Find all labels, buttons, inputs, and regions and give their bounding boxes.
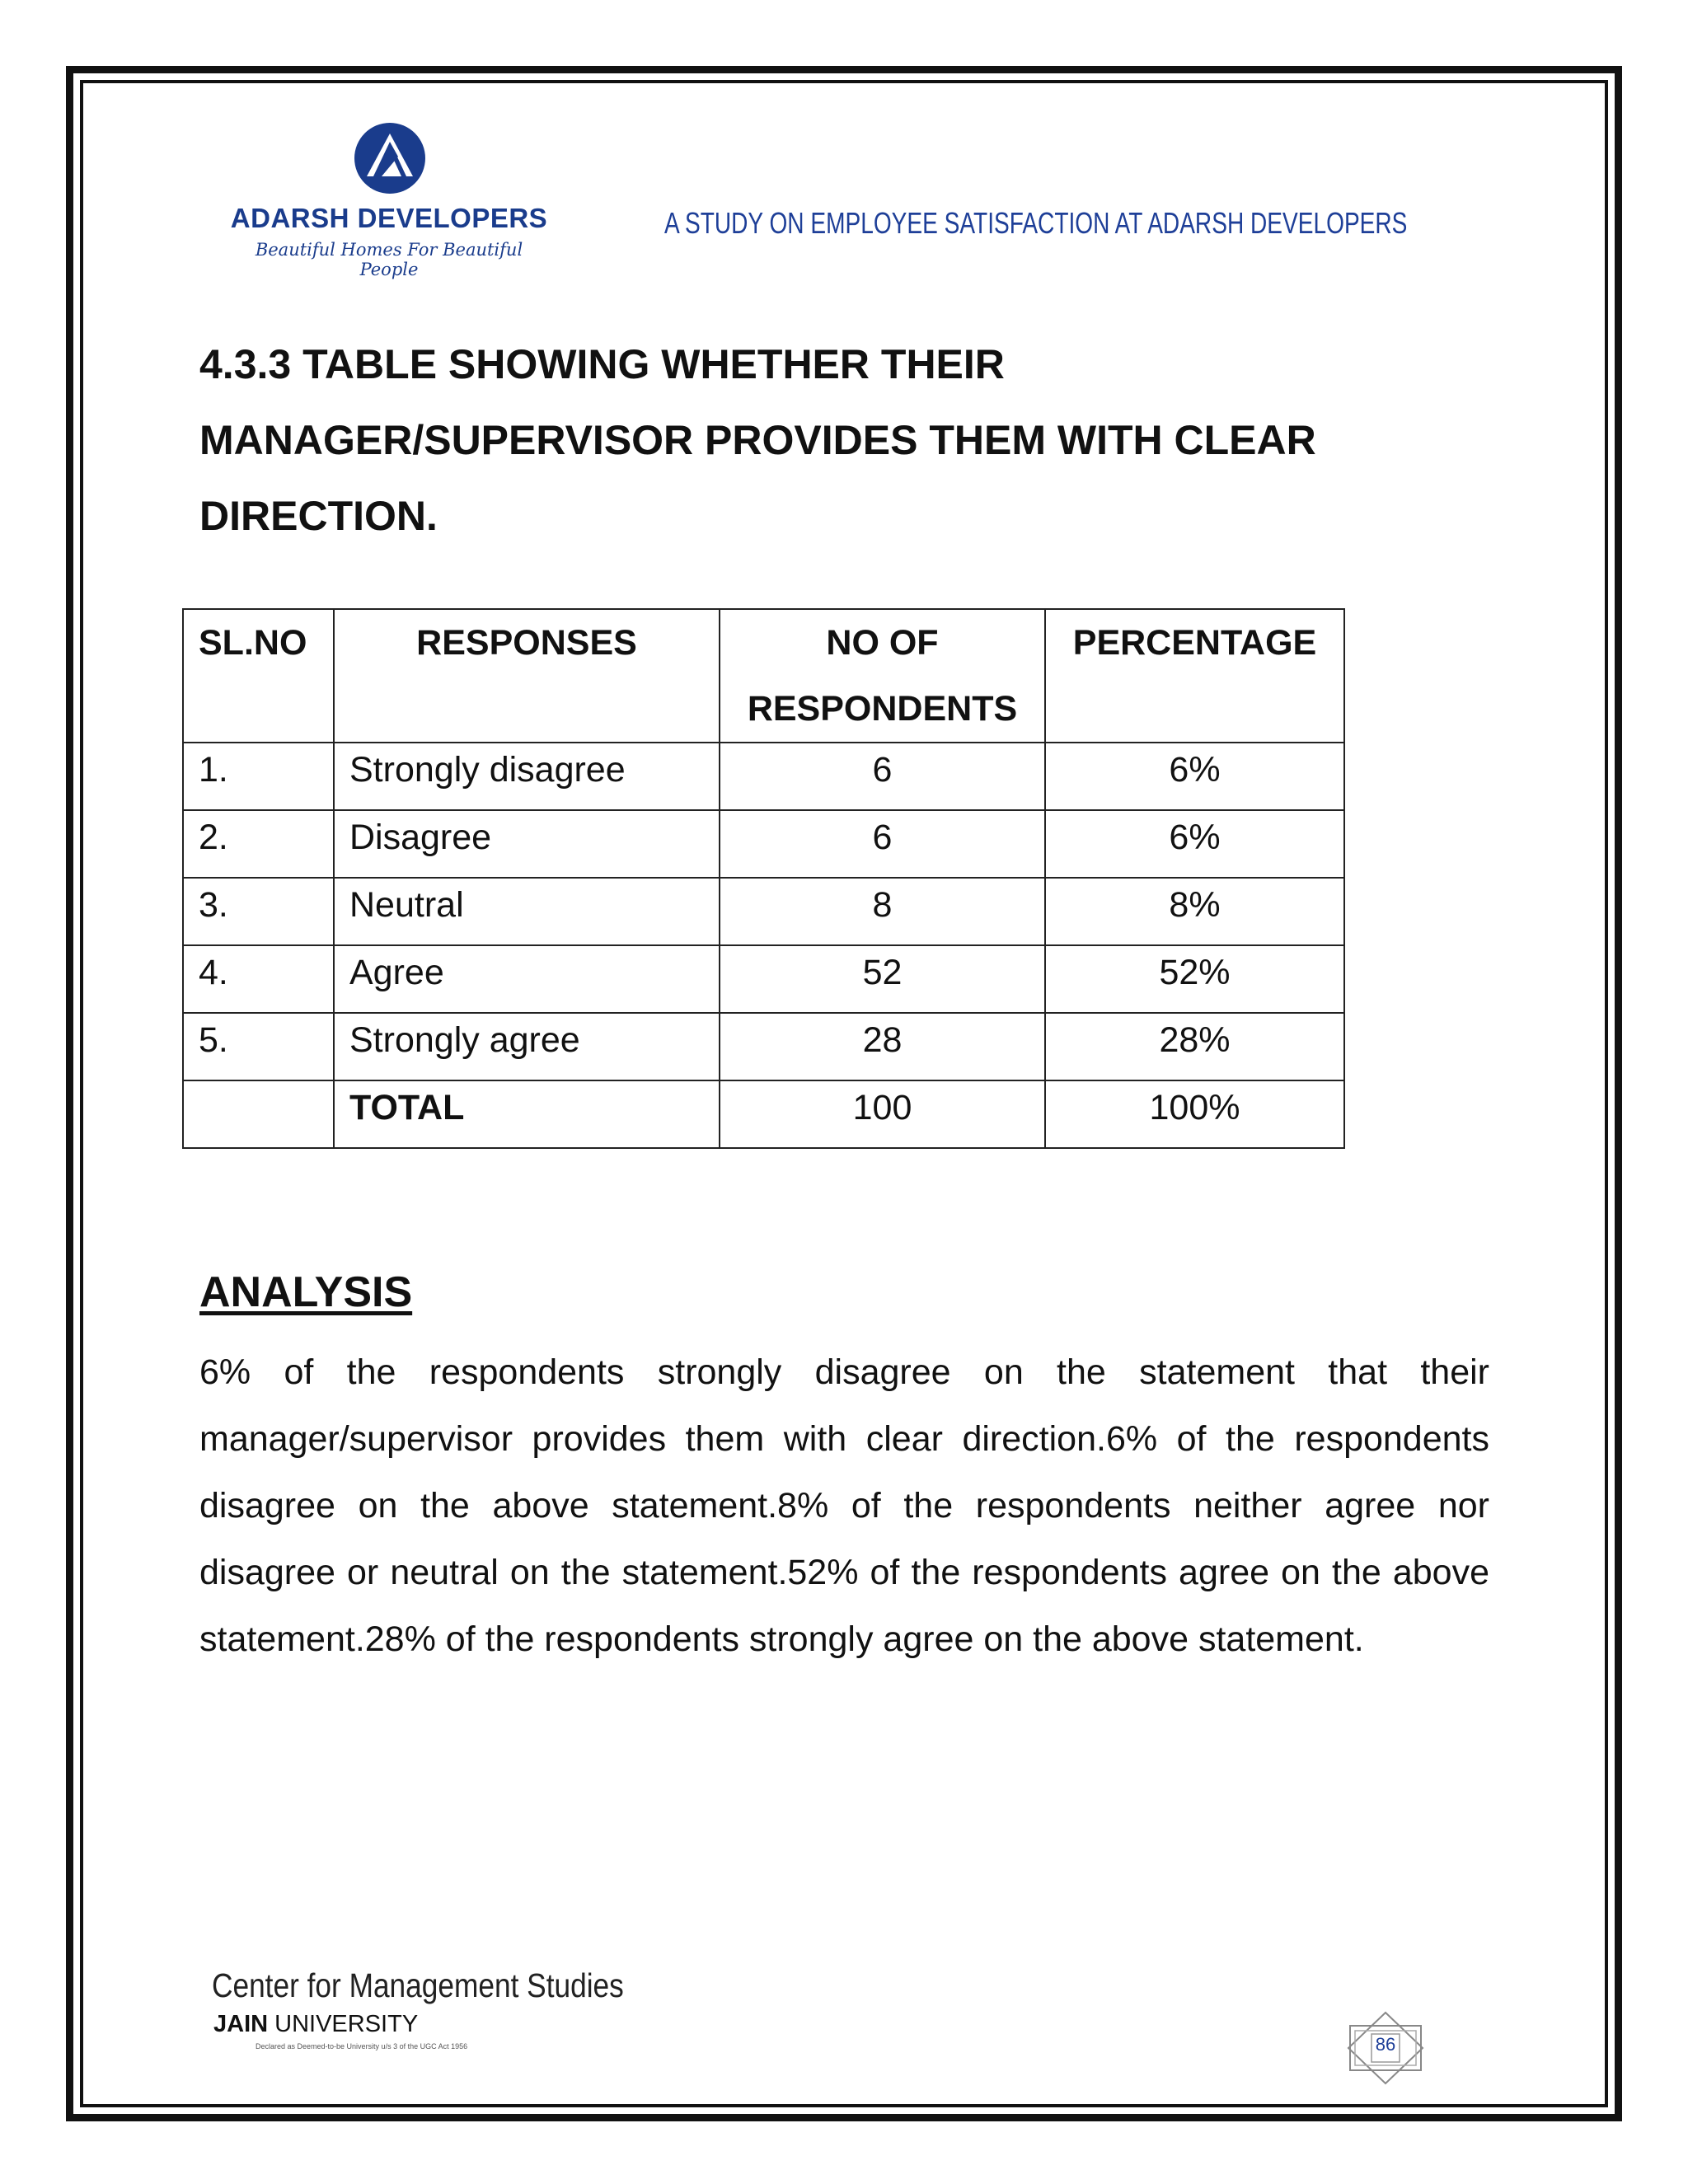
cell-count: 28 xyxy=(720,1013,1045,1080)
header-respondents-line1: NO OF xyxy=(826,623,939,663)
analysis-title: ANALYSIS xyxy=(199,1268,413,1316)
cell-total-count: 100 xyxy=(720,1080,1045,1148)
cell-response: Neutral xyxy=(334,878,720,945)
page-number: 86 xyxy=(1375,2034,1396,2055)
cell-response: Strongly agree xyxy=(334,1013,720,1080)
cell-response: Strongly disagree xyxy=(334,743,720,810)
cell-total-label: TOTAL xyxy=(334,1080,720,1148)
cell-count: 6 xyxy=(720,810,1045,878)
responses-table xyxy=(182,608,1345,1149)
cell-total-percent: 100% xyxy=(1045,1080,1344,1148)
footer-university xyxy=(213,2011,418,2038)
table-header-row xyxy=(183,609,1344,743)
cell-slno-empty xyxy=(183,1080,334,1148)
company-name: ADARSH DEVELOPERS xyxy=(230,203,548,233)
cell-slno: 5. xyxy=(183,1013,334,1080)
cell-percent: 6% xyxy=(1045,810,1344,878)
cell-slno: 1. xyxy=(183,743,334,810)
header-respondents-line2: RESPONDENTS xyxy=(747,689,1018,729)
section-heading: 4.3.3 TABLE SHOWING WHETHER THEIR MANAGER/SUPERVISOR PROVIDES THEM WITH CLEAR DIRECTION. xyxy=(199,341,1316,539)
cell-response: Agree xyxy=(334,945,720,1013)
cell-percent: 28% xyxy=(1045,1013,1344,1080)
footer-university-rest: UNIVERSITY xyxy=(268,2011,419,2037)
adarsh-logo-icon xyxy=(354,122,426,194)
company-tagline: Beautiful Homes For Beautiful People xyxy=(255,240,523,279)
cell-percent: 6% xyxy=(1045,743,1344,810)
header-percentage: PERCENTAGE xyxy=(1045,609,1344,743)
cell-percent: 52% xyxy=(1045,945,1344,1013)
cell-slno: 3. xyxy=(183,878,334,945)
company-logo xyxy=(224,122,554,279)
study-title: A STUDY ON EMPLOYEE SATISFACTION AT ADARSH DEVELOPERS xyxy=(664,206,1408,240)
cell-percent: 8% xyxy=(1045,878,1344,945)
table-total-row xyxy=(183,1080,1344,1148)
table-row xyxy=(183,810,1344,878)
table-row xyxy=(183,743,1344,810)
analysis-text: 6% of the respondents strongly disagree on the statement that their manager/supervisor provides them with clear direction.6% of the respondents disagree on the above statement.8% of the respondents neither agree nor disagree or neutral on the statement.52% of the respondents agree on the above statement.28% of the respondents strongly agree on the above statement. xyxy=(199,1352,1489,1659)
header-respondents xyxy=(720,609,1045,743)
footer-center-name: Center for Management Studies xyxy=(212,1966,624,2004)
footer-university-sub: Declared as Deemed-to-be University u/s 3 of the UGC Act 1956 xyxy=(256,2042,468,2050)
table-row xyxy=(183,1013,1344,1080)
cell-count: 8 xyxy=(720,878,1045,945)
table-row xyxy=(183,945,1344,1013)
table-row xyxy=(183,878,1344,945)
cell-count: 52 xyxy=(720,945,1045,1013)
cell-slno: 2. xyxy=(183,810,334,878)
header-responses: RESPONSES xyxy=(334,609,720,743)
header-slno: SL.NO xyxy=(183,609,334,743)
cell-count: 6 xyxy=(720,743,1045,810)
footer-university-bold: JAIN xyxy=(213,2011,269,2037)
cell-response: Disagree xyxy=(334,810,720,878)
cell-slno: 4. xyxy=(183,945,334,1013)
